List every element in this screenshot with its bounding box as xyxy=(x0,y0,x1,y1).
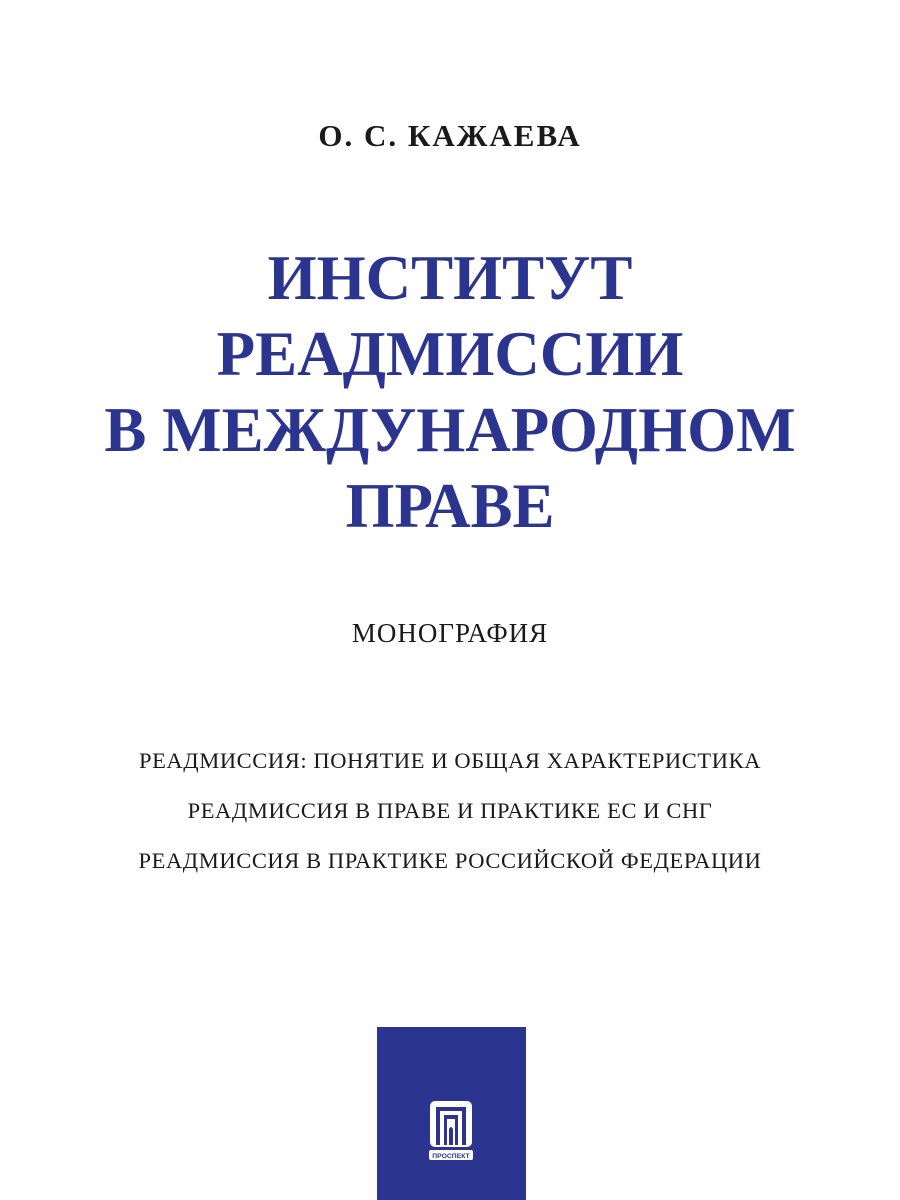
publisher-block xyxy=(377,1027,526,1200)
publisher-name: ПРОСПЕКТ xyxy=(432,1153,470,1160)
title-line: ПРАВЕ xyxy=(345,471,555,541)
topics-list xyxy=(0,736,900,886)
topic-item: РЕАДМИССИЯ В ПРАВЕ И ПРАКТИКЕ ЕС И СНГ xyxy=(187,798,713,823)
author-name: О. С. КАЖАЕВА xyxy=(318,118,582,153)
prospekt-publisher-logo-icon xyxy=(428,1099,474,1161)
title-line: В МЕЖДУНАРОДНОМ xyxy=(104,395,796,465)
title-line: ИНСТИТУТ xyxy=(267,243,633,313)
title-line: РЕАДМИССИИ xyxy=(216,319,684,389)
topic-item: РЕАДМИССИЯ: ПОНЯТИЕ И ОБЩАЯ ХАРАКТЕРИСТИКА xyxy=(138,748,762,773)
book-genre: МОНОГРАФИЯ xyxy=(351,618,549,648)
book-title xyxy=(0,240,900,544)
topic-item: РЕАДМИССИЯ В ПРАКТИКЕ РОССИЙСКОЙ ФЕДЕРАЦИИ xyxy=(138,848,762,873)
